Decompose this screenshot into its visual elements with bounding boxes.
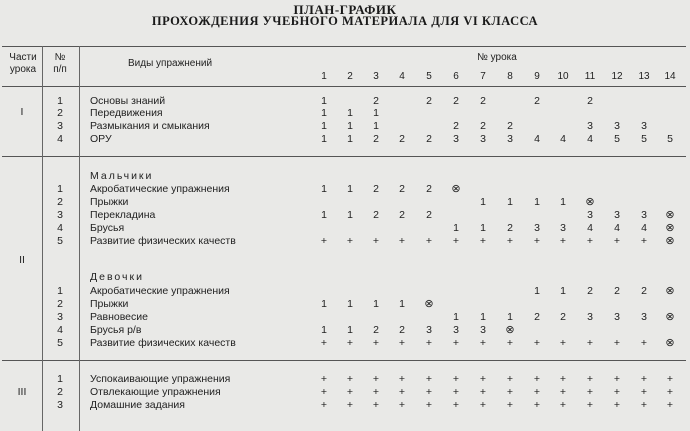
- lesson-cell: 1: [321, 298, 327, 310]
- lesson-cell: +: [320, 386, 328, 398]
- lesson-cell: +: [533, 235, 541, 247]
- lesson-cell: 3: [641, 120, 647, 132]
- lesson-cell: 3: [641, 209, 647, 221]
- header-num: №: [54, 52, 66, 63]
- lesson-cell: +: [586, 235, 594, 247]
- lesson-cell: 4: [641, 222, 647, 234]
- lesson-cell: +: [346, 235, 354, 247]
- lesson-cell: 2: [373, 133, 379, 145]
- column-divider-num: [79, 46, 80, 431]
- lesson-cell: +: [586, 399, 594, 411]
- lesson-cell: +: [452, 235, 460, 247]
- lesson-cell: 1: [373, 298, 379, 310]
- lesson-cell: +: [346, 337, 354, 349]
- lesson-cell: +: [506, 373, 514, 385]
- lesson-number: 12: [611, 71, 623, 82]
- column-divider-part: [42, 46, 43, 431]
- lesson-cell: +: [533, 337, 541, 349]
- lesson-cell: +: [425, 386, 433, 398]
- lesson-cell: +: [586, 373, 594, 385]
- lesson-cell: ⊗: [665, 337, 675, 349]
- lesson-cell: 1: [560, 196, 566, 208]
- lesson-cell: 2: [373, 183, 379, 195]
- header-types: Виды упражнений: [128, 58, 213, 69]
- lesson-cell: 1: [534, 285, 540, 297]
- lesson-cell: +: [479, 235, 487, 247]
- lesson-cell: 3: [587, 120, 593, 132]
- lesson-cell: 2: [426, 95, 432, 107]
- lesson-cell: +: [425, 235, 433, 247]
- exercise-name: Развитие физических качеств: [90, 235, 236, 247]
- header-bottom-rule: [2, 86, 686, 87]
- lesson-cell: 3: [480, 133, 486, 145]
- lesson-cell: 1: [347, 209, 353, 221]
- row-number: 1: [57, 373, 63, 385]
- lesson-cell: +: [640, 337, 648, 349]
- exercise-name: Акробатические упражнения: [90, 285, 230, 297]
- lesson-number: 10: [557, 71, 569, 82]
- header-part-2: урока: [9, 64, 37, 75]
- lesson-cell: +: [640, 399, 648, 411]
- lesson-cell: +: [613, 373, 621, 385]
- lesson-cell: 3: [426, 324, 432, 336]
- exercise-name: Развитие физических качеств: [90, 337, 236, 349]
- lesson-cell: 1: [480, 222, 486, 234]
- exercise-name: Успокаивающие упражнения: [90, 373, 231, 385]
- lesson-cell: +: [372, 373, 380, 385]
- lesson-cell: 3: [560, 222, 566, 234]
- lesson-cell: +: [398, 386, 406, 398]
- lesson-cell: 3: [587, 311, 593, 323]
- lesson-cell: +: [452, 373, 460, 385]
- lesson-cell: 5: [667, 133, 673, 145]
- exercise-name: Основы знаний: [90, 95, 166, 107]
- lesson-cell: +: [640, 373, 648, 385]
- lesson-cell: +: [479, 386, 487, 398]
- header-part: Части: [9, 52, 37, 63]
- lesson-cell: +: [372, 337, 380, 349]
- lesson-cell: 1: [534, 196, 540, 208]
- row-number: 3: [57, 399, 63, 411]
- lesson-cell: 1: [321, 133, 327, 145]
- part-label-3: III: [17, 386, 27, 398]
- lesson-cell: 2: [453, 120, 459, 132]
- lesson-cell: 2: [560, 311, 566, 323]
- lesson-cell: 2: [426, 209, 432, 221]
- lesson-cell: +: [372, 235, 380, 247]
- lesson-cell: 1: [347, 133, 353, 145]
- lesson-cell: 2: [534, 95, 540, 107]
- lesson-cell: 1: [347, 107, 353, 119]
- lesson-cell: 1: [321, 183, 327, 195]
- lesson-cell: +: [372, 386, 380, 398]
- lesson-cell: +: [398, 373, 406, 385]
- lesson-cell: 2: [399, 209, 405, 221]
- lesson-cell: 2: [587, 95, 593, 107]
- lesson-cell: 3: [614, 311, 620, 323]
- lesson-cell: +: [559, 386, 567, 398]
- lesson-cell: +: [479, 373, 487, 385]
- lesson-cell: +: [559, 235, 567, 247]
- lesson-cell: 1: [480, 311, 486, 323]
- lesson-cell: 2: [399, 183, 405, 195]
- lesson-cell: +: [506, 337, 514, 349]
- exercise-name: Размыкания и смыкания: [90, 120, 210, 132]
- lesson-cell: ⊗: [665, 285, 675, 297]
- lesson-cell: 2: [507, 120, 513, 132]
- lesson-cell: 2: [373, 95, 379, 107]
- lesson-cell: 2: [373, 324, 379, 336]
- subheading-girls: Девочки: [90, 271, 144, 283]
- lesson-cell: 5: [641, 133, 647, 145]
- lesson-cell: 1: [347, 298, 353, 310]
- lesson-cell: +: [425, 399, 433, 411]
- lesson-cell: +: [666, 386, 674, 398]
- exercise-name: Прыжки: [90, 298, 129, 310]
- lesson-cell: 4: [614, 222, 620, 234]
- row-number: 3: [57, 209, 63, 221]
- lesson-cell: +: [452, 399, 460, 411]
- lesson-number: 3: [373, 71, 379, 82]
- lesson-cell: ⊗: [665, 209, 675, 221]
- lesson-cell: 1: [321, 209, 327, 221]
- lesson-cell: +: [666, 373, 674, 385]
- section-divider-2: [2, 360, 686, 361]
- lesson-cell: +: [533, 373, 541, 385]
- lesson-cell: 1: [373, 120, 379, 132]
- lesson-cell: +: [666, 399, 674, 411]
- lesson-cell: 1: [373, 107, 379, 119]
- row-number: 1: [57, 183, 63, 195]
- lesson-cell: 3: [641, 311, 647, 323]
- exercise-name: Брусья р/в: [90, 324, 142, 336]
- lesson-cell: 2: [614, 285, 620, 297]
- row-number: 1: [57, 95, 63, 107]
- lesson-cell: 2: [453, 95, 459, 107]
- lesson-cell: 1: [507, 311, 513, 323]
- row-number: 3: [57, 120, 63, 132]
- lesson-cell: +: [452, 386, 460, 398]
- row-number: 5: [57, 337, 63, 349]
- lesson-cell: 2: [507, 222, 513, 234]
- lesson-number: 9: [534, 71, 540, 82]
- lesson-cell: +: [586, 337, 594, 349]
- part-label-2: II: [19, 254, 25, 266]
- lesson-cell: 3: [614, 209, 620, 221]
- lesson-cell: 5: [614, 133, 620, 145]
- lesson-number: 8: [507, 71, 513, 82]
- exercise-name: Прыжки: [90, 196, 129, 208]
- lesson-cell: 2: [426, 133, 432, 145]
- lesson-cell: 2: [641, 285, 647, 297]
- lesson-cell: +: [640, 235, 648, 247]
- lesson-cell: 3: [453, 324, 459, 336]
- lesson-number: 13: [638, 71, 650, 82]
- lesson-cell: 2: [373, 209, 379, 221]
- lesson-cell: 3: [587, 209, 593, 221]
- lesson-cell: 1: [560, 285, 566, 297]
- lesson-cell: +: [425, 373, 433, 385]
- exercise-name: Передвижения: [90, 107, 163, 119]
- lesson-cell: ⊗: [585, 196, 595, 208]
- lesson-cell: +: [586, 386, 594, 398]
- lesson-cell: 1: [480, 196, 486, 208]
- lesson-cell: 2: [399, 324, 405, 336]
- lesson-cell: +: [479, 337, 487, 349]
- lesson-cell: +: [346, 373, 354, 385]
- lesson-cell: ⊗: [665, 311, 675, 323]
- lesson-cell: 1: [347, 120, 353, 132]
- row-number: 2: [57, 386, 63, 398]
- lesson-number: 1: [321, 71, 327, 82]
- lesson-cell: 1: [321, 107, 327, 119]
- lesson-cell: +: [346, 386, 354, 398]
- exercise-name: Домашние задания: [90, 399, 185, 411]
- lesson-cell: +: [320, 373, 328, 385]
- lesson-cell: 4: [587, 133, 593, 145]
- lesson-cell: 1: [321, 324, 327, 336]
- exercise-name: Перекладина: [90, 209, 156, 221]
- lesson-number: 11: [584, 71, 596, 82]
- lesson-cell: 3: [614, 120, 620, 132]
- lesson-cell: +: [533, 386, 541, 398]
- lesson-cell: 2: [587, 285, 593, 297]
- subheading-boys: Мальчики: [90, 170, 154, 182]
- lesson-cell: 2: [480, 120, 486, 132]
- row-number: 4: [57, 222, 63, 234]
- lesson-cell: +: [506, 235, 514, 247]
- lesson-number: 7: [480, 71, 486, 82]
- lesson-cell: 1: [347, 183, 353, 195]
- lesson-cell: 1: [453, 222, 459, 234]
- row-number: 2: [57, 298, 63, 310]
- lesson-number: 6: [453, 71, 459, 82]
- exercise-name: Равновесие: [90, 311, 148, 323]
- lesson-cell: +: [559, 373, 567, 385]
- document-subtitle: ПРОХОЖДЕНИЯ УЧЕБНОГО МАТЕРИАЛА ДЛЯ VI КЛАССА: [151, 14, 539, 28]
- header-num-2: п/п: [53, 64, 67, 75]
- row-number: 2: [57, 107, 63, 119]
- lesson-cell: 2: [534, 311, 540, 323]
- lesson-cell: +: [506, 399, 514, 411]
- lesson-cell: +: [533, 399, 541, 411]
- lesson-cell: +: [640, 386, 648, 398]
- lesson-cell: 1: [399, 298, 405, 310]
- lesson-cell: 2: [399, 133, 405, 145]
- lesson-cell: 4: [560, 133, 566, 145]
- lesson-cell: +: [425, 337, 433, 349]
- lesson-number: 14: [664, 71, 676, 82]
- lesson-cell: ⊗: [665, 222, 675, 234]
- row-number: 3: [57, 311, 63, 323]
- document-title: ПЛАН-ГРАФИК: [293, 2, 397, 17]
- row-number: 4: [57, 133, 63, 145]
- exercise-name: Брусья: [90, 222, 125, 234]
- lesson-cell: +: [398, 399, 406, 411]
- lesson-cell: +: [452, 337, 460, 349]
- lesson-cell: +: [559, 399, 567, 411]
- row-number: 1: [57, 285, 63, 297]
- lesson-number: 2: [347, 71, 353, 82]
- lesson-cell: 3: [534, 222, 540, 234]
- row-number: 4: [57, 324, 63, 336]
- section-divider-1: [2, 156, 686, 157]
- lesson-cell: 2: [480, 95, 486, 107]
- lesson-cell: +: [613, 399, 621, 411]
- lesson-cell: 3: [453, 133, 459, 145]
- lesson-cell: 3: [480, 324, 486, 336]
- lesson-cell: 4: [587, 222, 593, 234]
- lesson-cell: 4: [534, 133, 540, 145]
- table-top-rule: [2, 46, 686, 47]
- lesson-cell: +: [506, 386, 514, 398]
- lesson-cell: +: [398, 337, 406, 349]
- lesson-cell: +: [613, 235, 621, 247]
- lesson-number: 5: [426, 71, 432, 82]
- exercise-name: Отвлекающие упражнения: [90, 386, 221, 398]
- lesson-cell: 1: [321, 120, 327, 132]
- lesson-cell: 1: [507, 196, 513, 208]
- lesson-cell: +: [559, 337, 567, 349]
- lesson-cell: 2: [426, 183, 432, 195]
- row-number: 5: [57, 235, 63, 247]
- lesson-cell: +: [372, 399, 380, 411]
- lesson-cell: ⊗: [505, 324, 515, 336]
- lesson-cell: +: [320, 399, 328, 411]
- lesson-cell: +: [320, 337, 328, 349]
- lesson-cell: +: [613, 386, 621, 398]
- exercise-name: Акробатические упражнения: [90, 183, 230, 195]
- lesson-number: 4: [399, 71, 405, 82]
- lesson-cell: +: [613, 337, 621, 349]
- lesson-cell: 1: [347, 324, 353, 336]
- lesson-cell: 3: [507, 133, 513, 145]
- lesson-cell: +: [320, 235, 328, 247]
- lesson-cell: 1: [453, 311, 459, 323]
- row-number: 2: [57, 196, 63, 208]
- lesson-cell: ⊗: [451, 183, 461, 195]
- lesson-cell: +: [398, 235, 406, 247]
- lesson-cell: ⊗: [424, 298, 434, 310]
- lesson-cell: 1: [321, 95, 327, 107]
- exercise-name: ОРУ: [90, 133, 112, 145]
- lesson-cell: +: [346, 399, 354, 411]
- lesson-cell: ⊗: [665, 235, 675, 247]
- lesson-cell: +: [479, 399, 487, 411]
- header-lesson-no: № урока: [477, 52, 517, 63]
- part-label-1: I: [20, 106, 24, 118]
